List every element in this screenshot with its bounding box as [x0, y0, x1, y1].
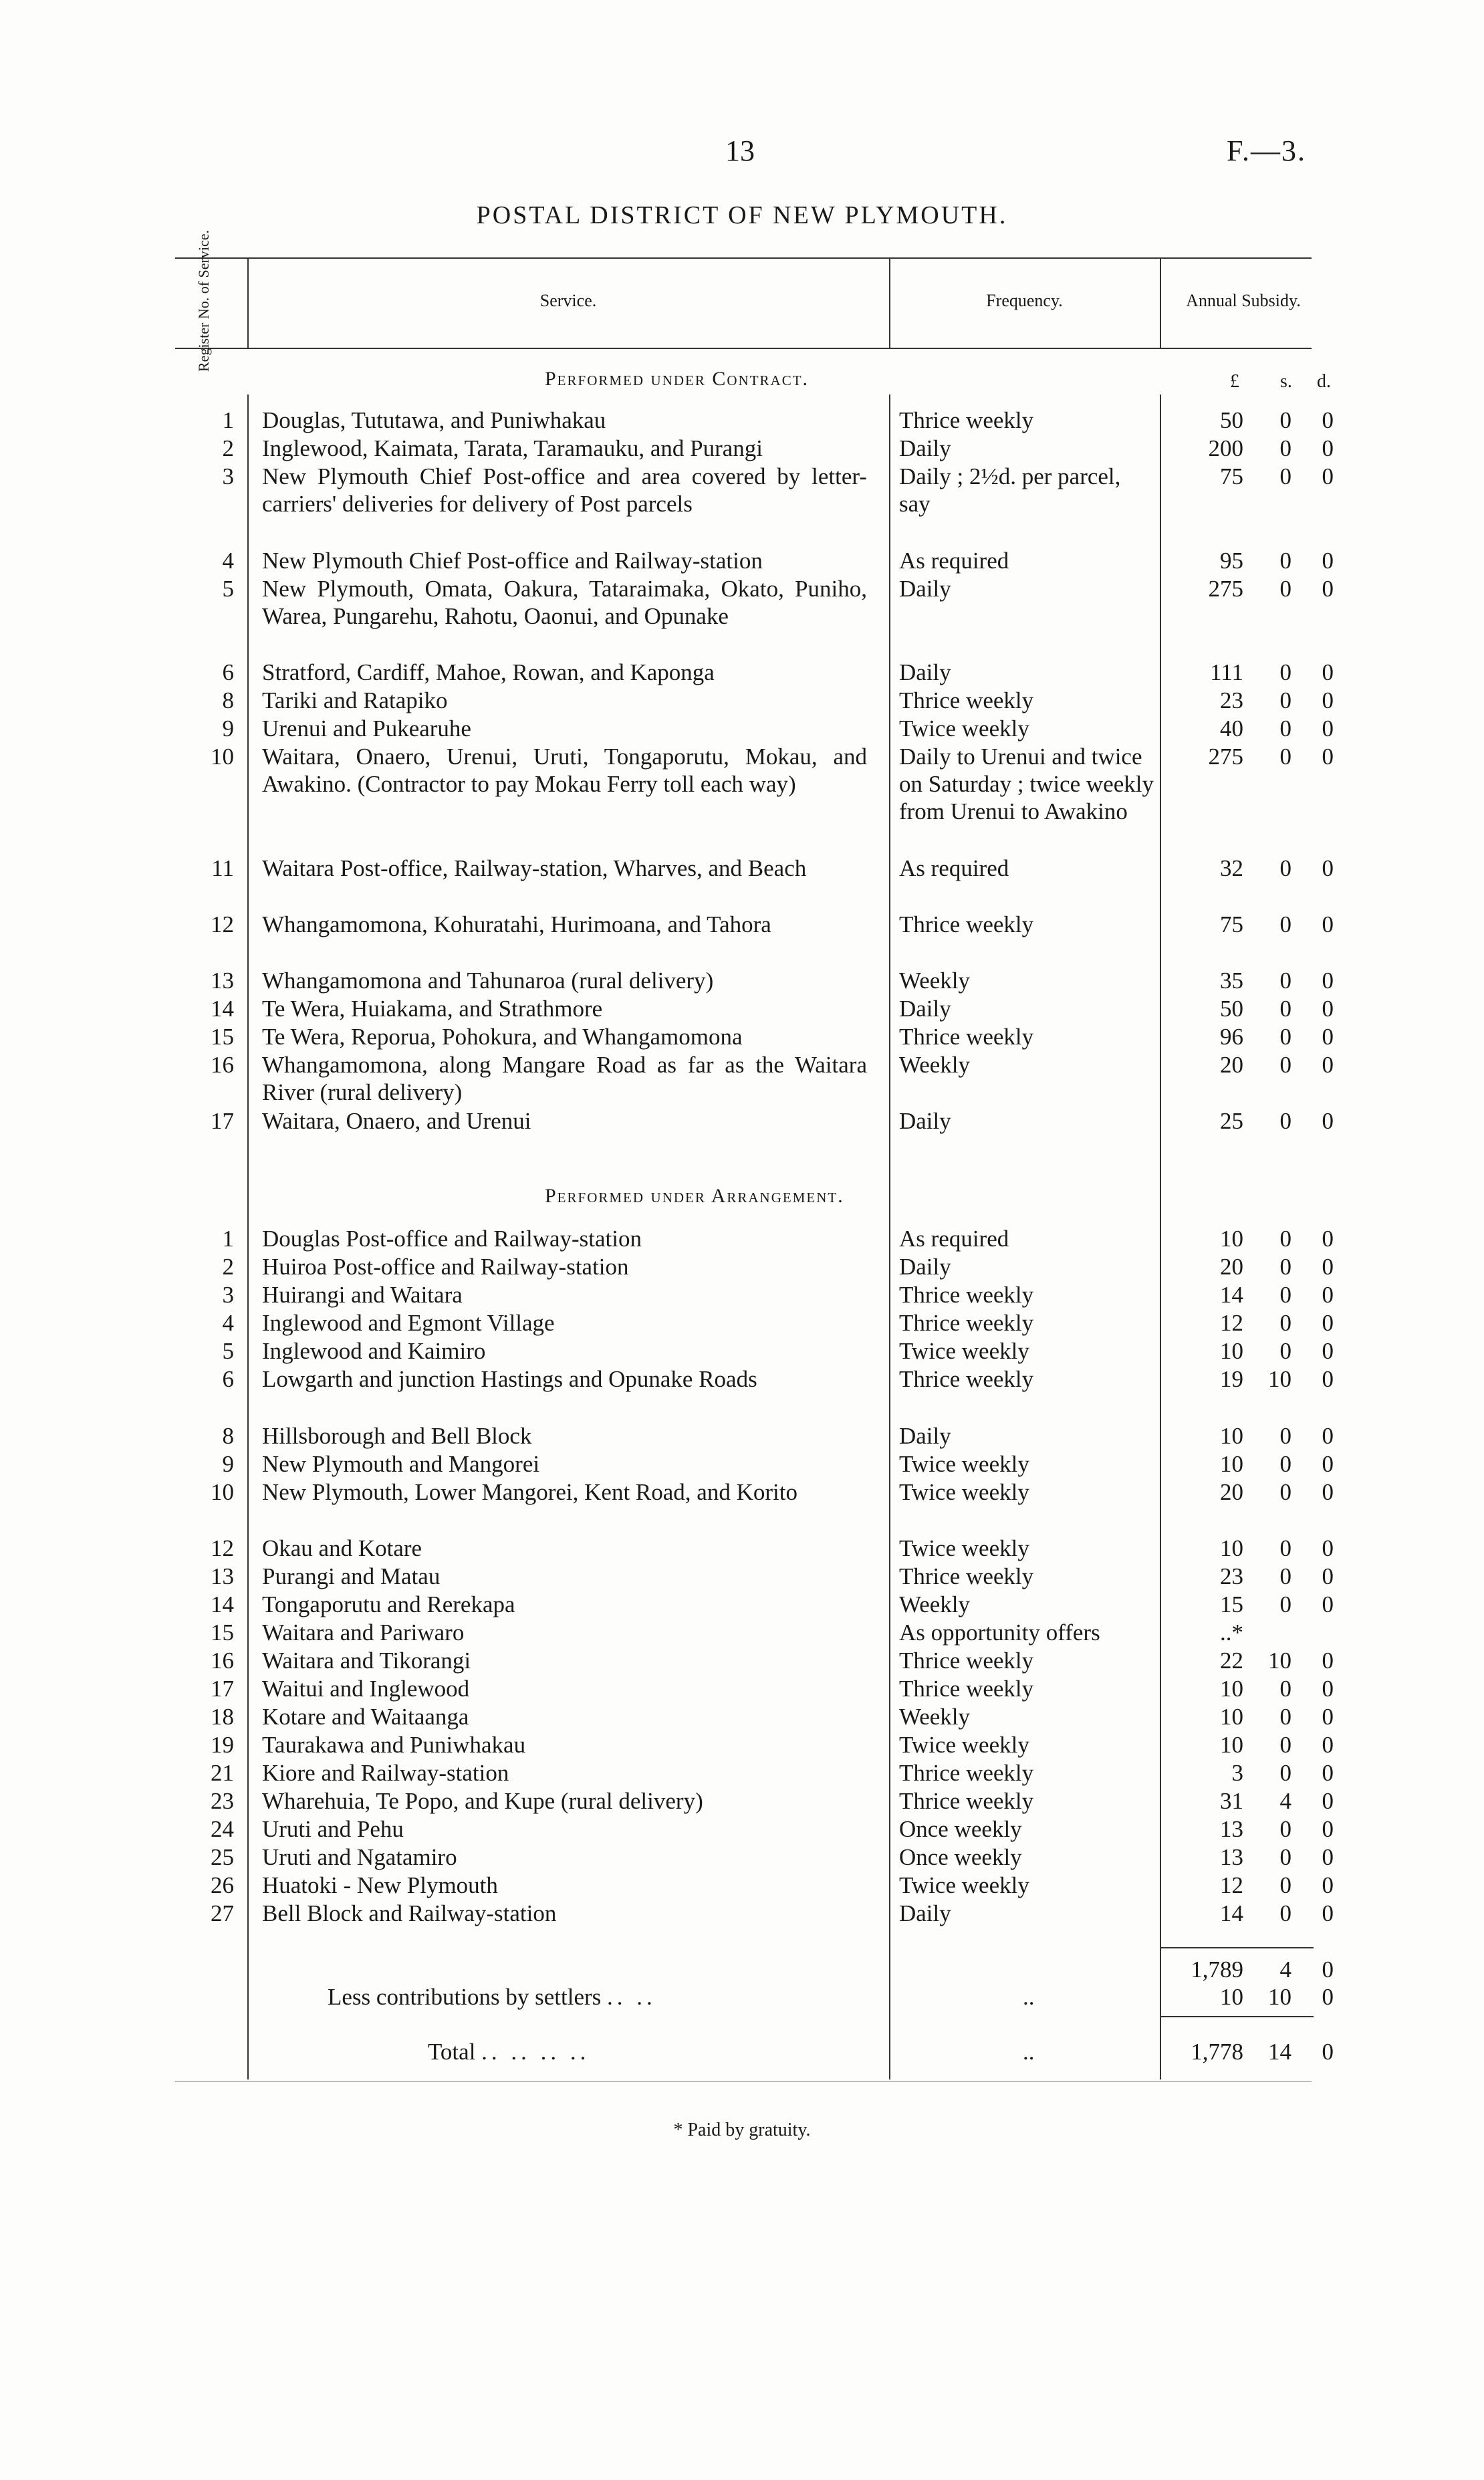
frequency: Thrice weekly [899, 911, 1034, 937]
subsidy-pounds: 10 [1220, 1226, 1243, 1252]
subsidy-pounds: 31 [1220, 1788, 1243, 1814]
subsidy-shillings: 0 [1279, 1816, 1291, 1842]
service-description: Waitui and Inglewood [262, 1676, 470, 1702]
subsidy-pounds: 275 [1208, 744, 1243, 770]
header-bottom-rule [175, 348, 1312, 349]
subsidy-pounds: 20 [1220, 1479, 1243, 1505]
subsidy-shillings: 0 [1279, 463, 1291, 489]
service-description: Douglas, Tututawa, and Puniwhakau [262, 407, 606, 433]
register-number: 2 [222, 1254, 234, 1280]
frequency: Thrice weekly [899, 1676, 1034, 1702]
subsidy-shillings: 0 [1279, 1451, 1291, 1477]
register-number: 25 [211, 1844, 234, 1870]
subsidy-shillings: 0 [1279, 1024, 1291, 1050]
subsidy-pounds: 32 [1220, 855, 1243, 881]
service-description: Urenui and Pukearuhe [262, 715, 471, 742]
register-number: 16 [211, 1648, 234, 1674]
register-number: 26 [211, 1872, 234, 1898]
subsidy-pence: 0 [1322, 659, 1334, 685]
register-number: 17 [211, 1108, 234, 1134]
subsidy-pence: 0 [1322, 1648, 1334, 1674]
service-description: Waitara Post-office, Railway-station, Wharves, and Beach [262, 855, 807, 881]
service-description: Waitara, Onaero, Urenui, Uruti, Tongaporutu, Mokau, and Awakino. (Contractor to pay Mokau Ferry toll each way) [262, 744, 867, 797]
subsidy-pence: 0 [1322, 1760, 1334, 1786]
subsidy-pounds: 19 [1220, 1366, 1243, 1392]
subsidy-pence: 0 [1322, 1310, 1334, 1336]
service-description: Douglas Post-office and Railway-station [262, 1226, 642, 1252]
frequency: Weekly [899, 1052, 971, 1078]
service-column-header: Service. [539, 291, 597, 310]
register-number: 2 [222, 435, 234, 461]
subsidy-pounds: 75 [1220, 463, 1243, 489]
service-description: Taurakawa and Puniwhakau [262, 1732, 526, 1758]
subsidy-pence: 0 [1322, 1366, 1334, 1392]
service-description: New Plymouth, Lower Mangorei, Kent Road, and Korito [262, 1479, 797, 1505]
subsidy-shillings: 0 [1279, 1563, 1291, 1589]
frequency: Weekly [899, 1704, 971, 1730]
frequency: Thrice weekly [899, 1760, 1034, 1786]
subsidy-pounds: 10 [1220, 1423, 1243, 1449]
frequency: Twice weekly [899, 1338, 1029, 1364]
subsidy-shillings: 0 [1279, 996, 1291, 1022]
register-number: 3 [222, 463, 234, 489]
subsidy-pounds: 50 [1220, 407, 1243, 433]
subsidy-shillings: 0 [1279, 576, 1291, 602]
subsidy-pence: 0 [1322, 1900, 1334, 1926]
footnote: * Paid by gratuity. [673, 2120, 811, 2140]
subsidy-shillings: 0 [1279, 1108, 1291, 1134]
subsidy-pounds: 14 [1220, 1282, 1243, 1308]
service-description: Tongaporutu and Rerekapa [262, 1591, 515, 1617]
subsidy-pence: 0 [1322, 1254, 1334, 1280]
register-number: 17 [211, 1676, 234, 1702]
subsidy-shillings: 0 [1279, 911, 1291, 937]
subsidy-pence: 0 [1322, 968, 1334, 994]
frequency: Daily [899, 996, 951, 1022]
service-description: Te Wera, Huiakama, and Strathmore [262, 996, 603, 1022]
subsidy-pence: 0 [1322, 687, 1334, 713]
body-col-divider [889, 394, 890, 2079]
service-description: Purangi and Matau [262, 1563, 441, 1589]
body-col-divider [247, 394, 249, 2079]
subsidy-shillings: 10 [1268, 1366, 1291, 1392]
frequency: Daily [899, 1900, 951, 1926]
register-number: 13 [211, 1563, 234, 1589]
frequency: Thrice weekly [899, 1563, 1034, 1589]
register-column-header: Register No. of Service. [195, 230, 212, 372]
frequency: Daily [899, 1108, 951, 1134]
frequency: Daily [899, 1254, 951, 1280]
register-number: 1 [222, 1226, 234, 1252]
shillings-header: s. [1280, 371, 1292, 392]
register-number: 19 [211, 1732, 234, 1758]
subsidy-pounds: 10 [1220, 1676, 1243, 1702]
service-description: Whangamomona, along Mangare Road as far as the Waitara River (rural delivery) [262, 1052, 867, 1105]
subsidy-pence: 0 [1322, 1052, 1334, 1078]
service-description: Inglewood and Kaimiro [262, 1338, 486, 1364]
subsidy-pounds: 111 [1210, 659, 1243, 685]
subsidy-pounds: 22 [1220, 1648, 1243, 1674]
frequency: Thrice weekly [899, 687, 1034, 713]
service-description: Tariki and Ratapiko [262, 687, 448, 713]
service-description: New Plymouth and Mangorei [262, 1451, 540, 1477]
subsidy-shillings: 0 [1279, 435, 1291, 461]
subsidy-pence: 0 [1322, 911, 1334, 937]
subsidy-pence: 0 [1322, 1732, 1334, 1758]
frequency: Thrice weekly [899, 1024, 1034, 1050]
frequency: Twice weekly [899, 1535, 1029, 1561]
service-description: Waitara and Tikorangi [262, 1648, 471, 1674]
subsidy-pounds: ..* [1220, 1619, 1243, 1646]
frequency: Thrice weekly [899, 1310, 1034, 1336]
pounds-header: £ [1230, 371, 1239, 392]
subsidy-pounds: 10 [1220, 1451, 1243, 1477]
service-description: Te Wera, Reporua, Pohokura, and Whangamomona [262, 1024, 743, 1050]
contract-section-title: Performed under Contract. [545, 368, 810, 390]
subsidy-shillings: 0 [1279, 1760, 1291, 1786]
register-number: 6 [222, 659, 234, 685]
frequency: Daily [899, 659, 951, 685]
subsidy-pence: 0 [1322, 548, 1334, 574]
subsidy-pounds: 35 [1220, 968, 1243, 994]
subsidy-shillings: 0 [1279, 1310, 1291, 1336]
register-number: 8 [222, 687, 234, 713]
subsidy-pounds: 13 [1220, 1816, 1243, 1842]
subsidy-pence: 0 [1322, 1024, 1334, 1050]
subsidy-shillings: 0 [1279, 1338, 1291, 1364]
subsidy-shillings: 0 [1279, 1254, 1291, 1280]
service-description: Kotare and Waitaanga [262, 1704, 469, 1730]
frequency: Once weekly [899, 1844, 1022, 1870]
register-number: 10 [211, 1479, 234, 1505]
frequency: Daily ; 2½d. per parcel, say [899, 463, 1121, 517]
frequency: Twice weekly [899, 1479, 1029, 1505]
service-description: Whangamomona, Kohuratahi, Hurimoana, and Tahora [262, 911, 771, 937]
subsidy-pence: 0 [1322, 1788, 1334, 1814]
service-description: Huirangi and Waitara [262, 1282, 463, 1308]
subsidy-shillings: 0 [1279, 968, 1291, 994]
subsidy-pounds: 10 [1220, 1535, 1243, 1561]
register-number: 16 [211, 1052, 234, 1078]
subsidy-pence: 0 [1322, 1423, 1334, 1449]
register-number: 27 [211, 1900, 234, 1926]
subsidy-pence: 0 [1322, 1338, 1334, 1364]
register-number: 9 [222, 715, 234, 742]
frequency: Thrice weekly [899, 1648, 1034, 1674]
register-number: 5 [222, 1338, 234, 1364]
subsidy-shillings: 0 [1279, 715, 1291, 742]
register-number: 12 [211, 911, 234, 937]
total-rule [1160, 2016, 1314, 2017]
subsidy-pence: 0 [1322, 855, 1334, 881]
service-description: New Plymouth, Omata, Oakura, Tataraimaka, Okato, Puniho, Warea, Pungarehu, Rahotu, Oaonui, and Opunake [262, 576, 867, 629]
service-description: Wharehuia, Te Popo, and Kupe (rural delivery) [262, 1788, 703, 1814]
subsidy-pounds: 20 [1220, 1052, 1243, 1078]
frequency: Daily to Urenui and twice on Saturday ; twice weekly from Urenui to Awakino [899, 744, 1154, 824]
subsidy-pounds: 25 [1220, 1108, 1243, 1134]
frequency-column-header: Frequency. [986, 291, 1063, 310]
frequency: As required [899, 1226, 1009, 1252]
arrangement-section-title: Performed under Arrangement. [545, 1185, 844, 1207]
frequency: Twice weekly [899, 1732, 1029, 1758]
subsidy-shillings: 10 [1268, 1648, 1291, 1674]
service-description: Hillsborough and Bell Block [262, 1423, 532, 1449]
subsidy-pence: 0 [1322, 1108, 1334, 1134]
subsidy-pounds: 200 [1208, 435, 1243, 461]
register-number: 14 [211, 996, 234, 1022]
subsidy-shillings: 0 [1279, 659, 1291, 685]
register-number: 3 [222, 1282, 234, 1308]
pence-header: d. [1317, 371, 1331, 392]
register-number: 4 [222, 1310, 234, 1336]
body-col-divider [1160, 394, 1161, 2079]
frequency: Twice weekly [899, 1451, 1029, 1477]
subsidy-pounds: 96 [1220, 1024, 1243, 1050]
subsidy-shillings: 0 [1279, 1732, 1291, 1758]
subsidy-pence: 0 [1322, 1282, 1334, 1308]
subsidy-pounds: 12 [1220, 1310, 1243, 1336]
register-number: 15 [211, 1024, 234, 1050]
subsidy-pounds: 50 [1220, 996, 1243, 1022]
subsidy-pounds: 10 [1220, 1338, 1243, 1364]
frequency: Weekly [899, 968, 971, 994]
subsidy-shillings: 0 [1279, 407, 1291, 433]
subsidy-pence: 0 [1322, 1704, 1334, 1730]
register-number: 13 [211, 968, 234, 994]
page-number: 13 [725, 134, 755, 167]
subsidy-pence: 0 [1322, 1591, 1334, 1617]
frequency: Daily [899, 435, 951, 461]
register-number: 4 [222, 548, 234, 574]
subsidy-pence: 0 [1322, 435, 1334, 461]
service-description: Inglewood, Kaimata, Tarata, Taramauku, and Purangi [262, 435, 763, 461]
subsidy-pounds: 3 [1231, 1760, 1243, 1786]
subsidy-pounds: 40 [1220, 715, 1243, 742]
service-description: New Plymouth Chief Post-office and Railway-station [262, 548, 763, 574]
subsidy-pence: 0 [1322, 1563, 1334, 1589]
service-description: Whangamomona and Tahunaroa (rural delivery) [262, 968, 714, 994]
frequency: Thrice weekly [899, 1366, 1034, 1392]
service-description: Waitara, Onaero, and Urenui [262, 1108, 531, 1134]
frequency: Twice weekly [899, 1872, 1029, 1898]
subsidy-pence: 0 [1322, 1535, 1334, 1561]
subtotal-rule [1160, 1947, 1314, 1948]
register-number: 6 [222, 1366, 234, 1392]
subsidy-pence: 0 [1322, 1844, 1334, 1870]
service-description: Uruti and Pehu [262, 1816, 404, 1842]
header-top-rule [175, 257, 1312, 259]
frequency: Thrice weekly [899, 1788, 1034, 1814]
subsidy-pounds: 23 [1220, 1563, 1243, 1589]
subsidy-shillings: 4 [1279, 1788, 1291, 1814]
register-number: 1 [222, 407, 234, 433]
register-number: 10 [211, 744, 234, 770]
subsidy-pence: 0 [1322, 744, 1334, 770]
register-number: 5 [222, 576, 234, 602]
subsidy-shillings: 0 [1279, 1052, 1291, 1078]
subsidy-pounds: 275 [1208, 576, 1243, 602]
subsidy-pounds: 15 [1220, 1591, 1243, 1617]
subsidy-pence: 0 [1322, 1676, 1334, 1702]
frequency: Twice weekly [899, 715, 1029, 742]
subsidy-shillings: 0 [1279, 1704, 1291, 1730]
subsidy-pence: 0 [1322, 1226, 1334, 1252]
subsidy-shillings: 0 [1279, 548, 1291, 574]
register-number: 11 [211, 855, 234, 881]
subsidy-shillings: 0 [1279, 1900, 1291, 1926]
subsidy-pence: 0 [1322, 996, 1334, 1022]
total-label: Total [428, 2039, 476, 2065]
less-contributions-label: Less contributions by settlers [328, 1984, 602, 2010]
frequency: Daily [899, 1423, 951, 1449]
service-description: New Plymouth Chief Post-office and area covered by letter-carriers' deliveries for delivery of Post parcels [262, 463, 867, 517]
subsidy-pounds: 13 [1220, 1844, 1243, 1870]
register-number: 18 [211, 1704, 234, 1730]
register-number: 24 [211, 1816, 234, 1842]
subsidy-shillings: 0 [1279, 1844, 1291, 1870]
subsidy-shillings: 0 [1279, 1479, 1291, 1505]
subsidy-pounds: 14 [1220, 1900, 1243, 1926]
frequency: Thrice weekly [899, 1282, 1034, 1308]
frequency: As required [899, 855, 1009, 881]
subsidy-pence: 0 [1322, 1479, 1334, 1505]
register-number: 15 [211, 1619, 234, 1646]
subsidy-pounds: 20 [1220, 1254, 1243, 1280]
page-title: POSTAL DISTRICT OF NEW PLYMOUTH. [476, 201, 1008, 229]
service-description: Okau and Kotare [262, 1535, 422, 1561]
subsidy-pence: 0 [1322, 1451, 1334, 1477]
subsidy-pence: 0 [1322, 463, 1334, 489]
frequency: Daily [899, 576, 951, 602]
frequency: Weekly [899, 1591, 971, 1617]
service-description: Kiore and Railway-station [262, 1760, 509, 1786]
frequency: As required [899, 548, 1009, 574]
subsidy-shillings: 0 [1279, 855, 1291, 881]
subsidy-shillings: 0 [1279, 1226, 1291, 1252]
register-number: 9 [222, 1451, 234, 1477]
subsidy-pence: 0 [1322, 1872, 1334, 1898]
service-description: Bell Block and Railway-station [262, 1900, 557, 1926]
subsidy-pounds: 10 [1220, 1704, 1243, 1730]
service-description: Lowgarth and junction Hastings and Opunake Roads [262, 1366, 757, 1392]
service-description: Huiroa Post-office and Railway-station [262, 1254, 629, 1280]
subsidy-shillings: 0 [1279, 1676, 1291, 1702]
register-number: 12 [211, 1535, 234, 1561]
subsidy-shillings: 0 [1279, 1872, 1291, 1898]
frequency: Thrice weekly [899, 407, 1034, 433]
subsidy-shillings: 0 [1279, 744, 1291, 770]
subsidy-shillings: 0 [1279, 1535, 1291, 1561]
subsidy-shillings: 0 [1279, 687, 1291, 713]
service-description: Waitara and Pariwaro [262, 1619, 465, 1646]
subsidy-pounds: 12 [1220, 1872, 1243, 1898]
register-number: 14 [211, 1591, 234, 1617]
document-code: F.—3. [1227, 134, 1306, 167]
subsidy-pence: 0 [1322, 576, 1334, 602]
service-description: Huatoki - New Plymouth [262, 1872, 498, 1898]
subsidy-pence: 0 [1322, 1816, 1334, 1842]
subsidy-pounds: 10 [1220, 1732, 1243, 1758]
frequency: Once weekly [899, 1816, 1022, 1842]
subsidy-shillings: 0 [1279, 1423, 1291, 1449]
subsidy-pounds: 75 [1220, 911, 1243, 937]
subsidy-pence: 0 [1322, 715, 1334, 742]
register-number: 21 [211, 1760, 234, 1786]
register-number: 8 [222, 1423, 234, 1449]
annual-subsidy-column-header: Annual Subsidy. [1186, 291, 1301, 310]
subsidy-pounds: 95 [1220, 548, 1243, 574]
subsidy-shillings: 0 [1279, 1591, 1291, 1617]
frequency: As opportunity offers [899, 1619, 1100, 1646]
register-number: 23 [211, 1788, 234, 1814]
service-description: Stratford, Cardiff, Mahoe, Rowan, and Kaponga [262, 659, 715, 685]
service-description: Uruti and Ngatamiro [262, 1844, 457, 1870]
service-description: Inglewood and Egmont Village [262, 1310, 555, 1336]
subsidy-pence: 0 [1322, 407, 1334, 433]
subsidy-pounds: 23 [1220, 687, 1243, 713]
subsidy-shillings: 0 [1279, 1282, 1291, 1308]
